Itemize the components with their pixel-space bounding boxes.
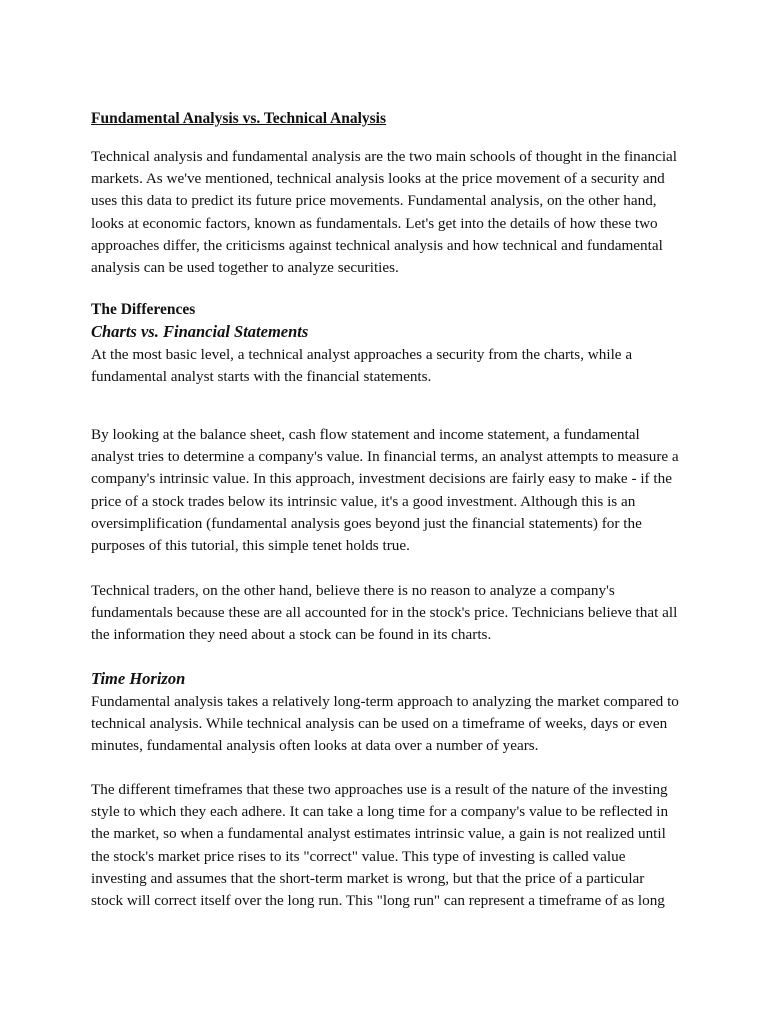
text-line: At the most basic level, a technical analyst approaches a security from the charts, while a	[91, 346, 633, 363]
document-title: Fundamental Analysis vs. Technical Analysis	[91, 110, 387, 127]
text-line: minutes, fundamental analysis often looks at data over a number of years.	[91, 737, 539, 755]
text-line: analyst tries to determine a company's value. In financial terms, an analyst attempts to measure a	[91, 448, 679, 466]
text-line: company's intrinsic value. In this approach, investment decisions are fairly easy to make - if the	[91, 470, 672, 488]
text-line: price of a stock trades below its intrinsic value, it's a good investment. Although this is an	[91, 492, 636, 510]
text-line: analysis can be used together to analyze securities.	[91, 259, 399, 277]
text-line: technical analysis. While technical analysis can be used on a timeframe of weeks, days or even	[91, 715, 668, 733]
text-line: approaches differ, the criticisms against technical analysis and how technical and fundamental	[91, 236, 663, 254]
text-line: Technical traders, on the other hand, believe there is no reason to analyze a company's	[91, 582, 615, 599]
text-line: the information they need about a stock can be found in its charts.	[91, 626, 492, 644]
text-line: fundamentals because these are all accounted for in the stock's price. Technicians believe that all	[91, 604, 678, 622]
paragraph	[91, 691, 731, 758]
text-line: Fundamental analysis takes a relatively long-term approach to analyzing the market compared to	[91, 693, 679, 710]
paragraph	[91, 344, 731, 388]
subheading-time-horizon: Time Horizon	[91, 669, 186, 688]
text-line: the market, so when a fundamental analyst estimates intrinsic value, a gain is not realized until	[91, 825, 666, 843]
text-line: investing and assumes that the short-term market is wrong, but that the price of a particular	[91, 869, 645, 887]
intro-paragraph	[91, 146, 731, 279]
paragraph	[91, 779, 731, 912]
paragraph	[91, 424, 731, 557]
paragraph	[91, 580, 731, 647]
text-line: markets. As we've mentioned, technical analysis looks at the price movement of a security and	[91, 170, 665, 188]
text-line: The different timeframes that these two approaches use is a result of the nature of the investing	[91, 781, 668, 798]
text-line: the stock's market price rises to its "correct" value. This type of investing is called value	[91, 847, 626, 865]
text-line: purposes of this tutorial, this simple tenet holds true.	[91, 537, 410, 555]
text-line: uses this data to predict its future price movements. Fundamental analysis, on the other hand,	[91, 192, 657, 210]
text-line: Technical analysis and fundamental analysis are the two main schools of thought in the financial	[91, 148, 678, 165]
text-line: style to which they each adhere. It can take a long time for a company's value to be reflected in	[91, 803, 669, 821]
text-line: oversimplification (fundamental analysis goes beyond just the financial statements) for the	[91, 514, 642, 532]
subheading-charts-vs-statements: Charts vs. Financial Statements	[91, 322, 309, 341]
text-line: stock will correct itself over the long run. This "long run" can represent a timeframe of as long	[91, 892, 665, 910]
section-heading: The Differences	[91, 301, 196, 318]
text-line: By looking at the balance sheet, cash flow statement and income statement, a fundamental	[91, 426, 640, 443]
text-line: fundamental analyst starts with the financial statements.	[91, 368, 432, 386]
text-line: looks at economic factors, known as fundamentals. Let's get into the details of how these two	[91, 214, 658, 232]
